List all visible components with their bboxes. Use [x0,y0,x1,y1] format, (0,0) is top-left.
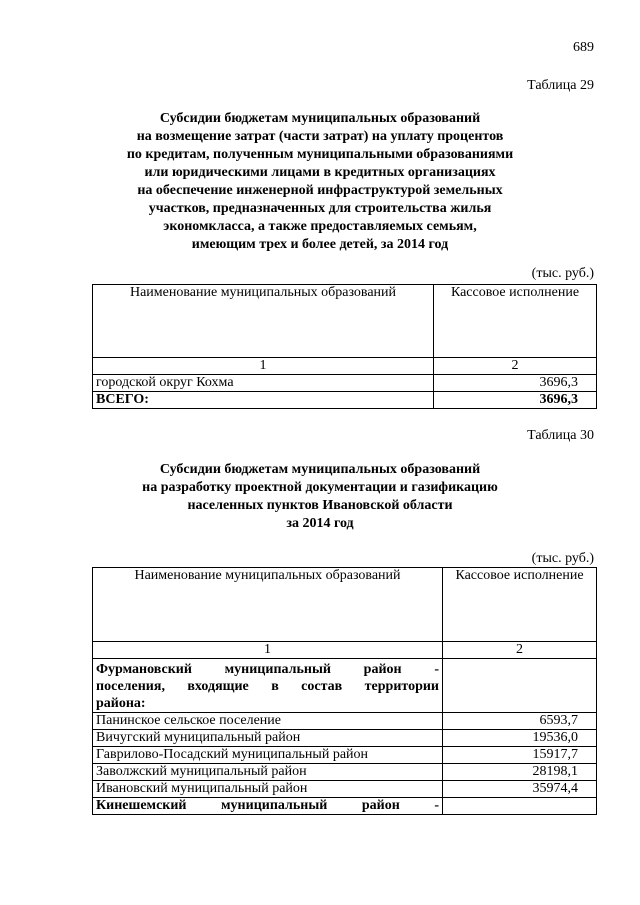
group-name [93,659,443,713]
group-value [443,798,597,815]
table-header-row [93,568,597,642]
row-name: Гаврилово-Посадский муниципальный район [93,747,443,764]
col-number: 2 [434,358,597,375]
row-value: 35974,4 [443,781,597,798]
title-line: на обеспечение инженерной инфраструктурой земельных [137,183,503,198]
column-number-row [93,642,597,659]
header-name: Наименование муниципальных образований [93,285,434,358]
table-row [93,730,597,747]
column-number-row [93,358,597,375]
table-29-units: (тыс. руб.) [531,266,594,281]
table-row [93,375,597,392]
group-value [443,659,597,713]
group-line: поселения, входящие в состав территории [96,679,439,694]
group-name [93,798,443,815]
header-execution: Кассовое исполнение [434,285,597,358]
total-label: ВСЕГО: [93,392,434,409]
header-execution: Кассовое исполнение [443,568,597,642]
table-29-title [0,110,640,254]
header-name: Наименование муниципальных образований [93,568,443,642]
row-value: 28198,1 [443,764,597,781]
col-number: 1 [93,642,443,659]
row-name: городской округ Кохма [93,375,434,392]
table-row [93,781,597,798]
group-line: района: [96,696,146,711]
title-line: на разработку проектной документации и газификацию [142,480,498,495]
title-line: или юридическими лицами в кредитных организациях [144,165,496,180]
table-row [93,713,597,730]
page-number: 689 [573,40,594,55]
row-value: 6593,7 [443,713,597,730]
table-30 [92,567,597,815]
row-name: Ивановский муниципальный район [93,781,443,798]
group-line: Кинешемский муниципальный район - [96,798,439,813]
title-line: имеющим трех и более детей, за 2014 год [191,237,449,252]
row-value: 3696,3 [434,375,597,392]
title-line: на возмещение затрат (части затрат) на уплату процентов [136,129,504,144]
table-29-label: Таблица 29 [527,78,594,93]
row-name: Панинское сельское поселение [93,713,443,730]
row-name: Заволжский муниципальный район [93,764,443,781]
title-line: населенных пунктов Ивановской области [187,498,453,513]
title-line: участков, предназначенных для строительства жилья [148,201,492,216]
row-value: 15917,7 [443,747,597,764]
row-name: Вичугский муниципальный район [93,730,443,747]
row-value: 19536,0 [443,730,597,747]
title-line: за 2014 год [286,516,354,531]
table-30-title [0,461,640,533]
title-line: экономкласса, а также предоставляемых семьям, [163,219,477,234]
group-line: Фурмановский муниципальный район - [96,662,439,677]
table-header-row [93,285,597,358]
table-30-units: (тыс. руб.) [531,551,594,566]
col-number: 1 [93,358,434,375]
table-29 [92,284,597,409]
table-row [93,747,597,764]
table-row [93,764,597,781]
title-line: Субсидии бюджетам муниципальных образований [159,111,481,126]
group-row [93,659,597,713]
title-line: Субсидии бюджетам муниципальных образований [159,462,481,477]
group-row [93,798,597,815]
col-number: 2 [443,642,597,659]
total-row [93,392,597,409]
title-line: по кредитам, полученным муниципальными образованиями [126,147,514,162]
total-value: 3696,3 [434,392,597,409]
table-30-label: Таблица 30 [527,428,594,443]
